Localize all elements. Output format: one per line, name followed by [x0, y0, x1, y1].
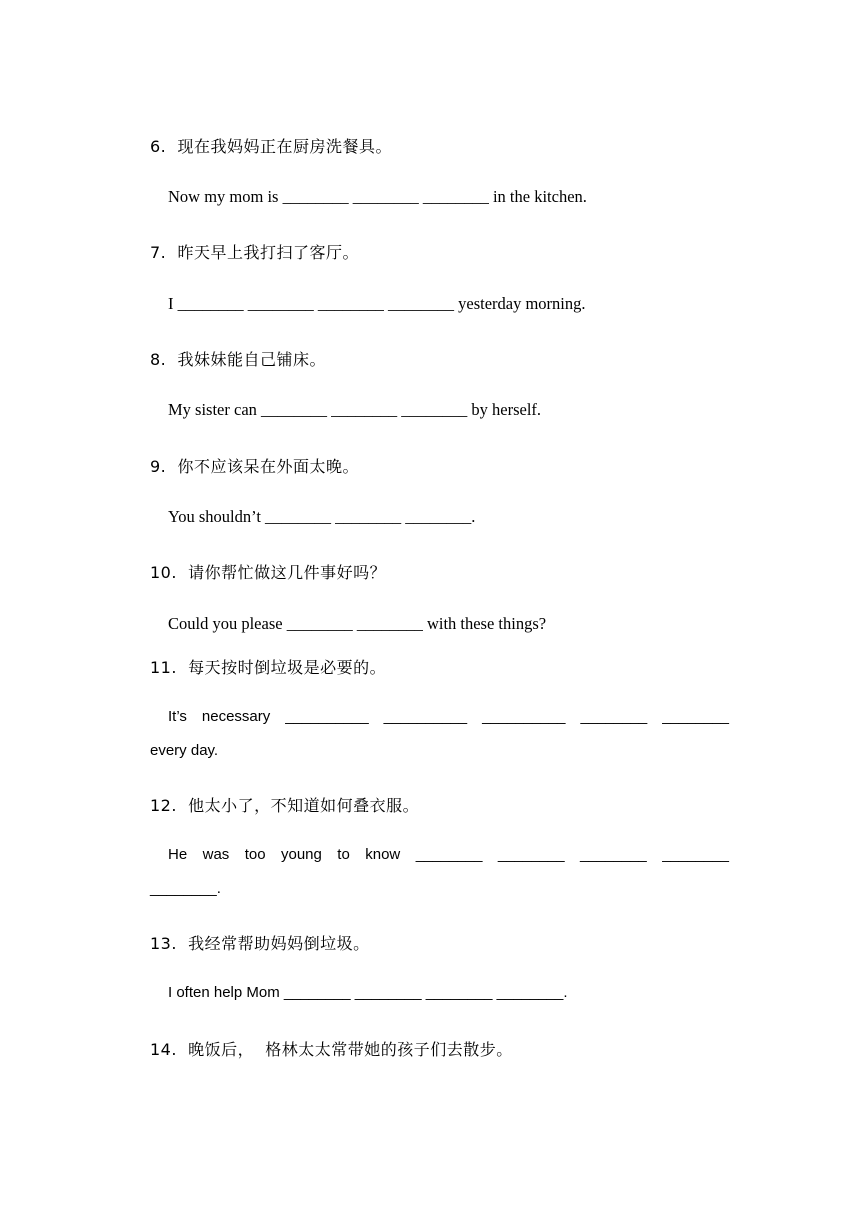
answer-blank: ________ — [662, 846, 729, 863]
question-8-prompt: 8. 我妹妹能自己铺床。 — [150, 350, 326, 369]
answer-word: too — [244, 846, 266, 863]
question-13-answer: I often help Mom ________ ________ ________ ________. — [168, 984, 568, 1001]
answer-word: to — [337, 846, 350, 863]
question-12-answer-continued: ________. — [150, 880, 221, 897]
question-12-prompt: 12. 他太小了，不知道如何叠衣服。 — [150, 796, 420, 815]
answer-word: know — [365, 846, 401, 863]
answer-blank: __________ — [482, 708, 566, 725]
answer-blank: ________ — [580, 708, 648, 725]
answer-word: young — [281, 846, 322, 863]
question-10-answer: Could you please ________ ________ with these things? — [168, 614, 547, 633]
answer-blank: ________ — [580, 846, 647, 863]
question-10-prompt: 10. 请你帮忙做这几件事好吗？ — [150, 563, 387, 582]
answer-blank: ________ — [662, 708, 729, 725]
answer-blank: __________ — [383, 708, 468, 725]
question-14-prompt: 14. 晚饭后， 格林太太常带她的孩子们去散步。 — [150, 1040, 513, 1059]
answer-blank: __________ — [285, 708, 369, 725]
question-11-answer-continued: every day. — [150, 742, 219, 759]
question-13-prompt: 13. 我经常帮助妈妈倒垃圾。 — [150, 934, 370, 953]
question-9-answer: You shouldn’t ________ ________ ________. — [168, 507, 476, 526]
question-6-prompt: 6. 现在我妈妈正在厨房洗餐具。 — [150, 137, 392, 156]
answer-word: He — [168, 846, 188, 863]
question-9-prompt: 9. 你不应该呆在外面太晚。 — [150, 457, 359, 476]
answer-blank: ________ — [415, 846, 483, 863]
question-8-answer: My sister can ________ ________ ________ by herself. — [168, 400, 542, 419]
answer-word: was — [202, 846, 230, 863]
question-11-prompt: 11. 每天按时倒垃圾是必要的。 — [150, 658, 387, 677]
question-11-answer — [168, 708, 729, 725]
answer-word: It’s — [168, 708, 187, 725]
answer-word: necessary — [201, 708, 271, 725]
question-6-answer: Now my mom is ________ ________ ________ in the kitchen. — [168, 187, 587, 206]
question-7-prompt: 7. 昨天早上我打扫了客厅。 — [150, 243, 359, 262]
answer-blank: ________ — [497, 846, 565, 863]
question-7-answer: I ________ ________ ________ ________ yesterday morning. — [168, 294, 586, 313]
question-12-answer — [168, 846, 729, 863]
